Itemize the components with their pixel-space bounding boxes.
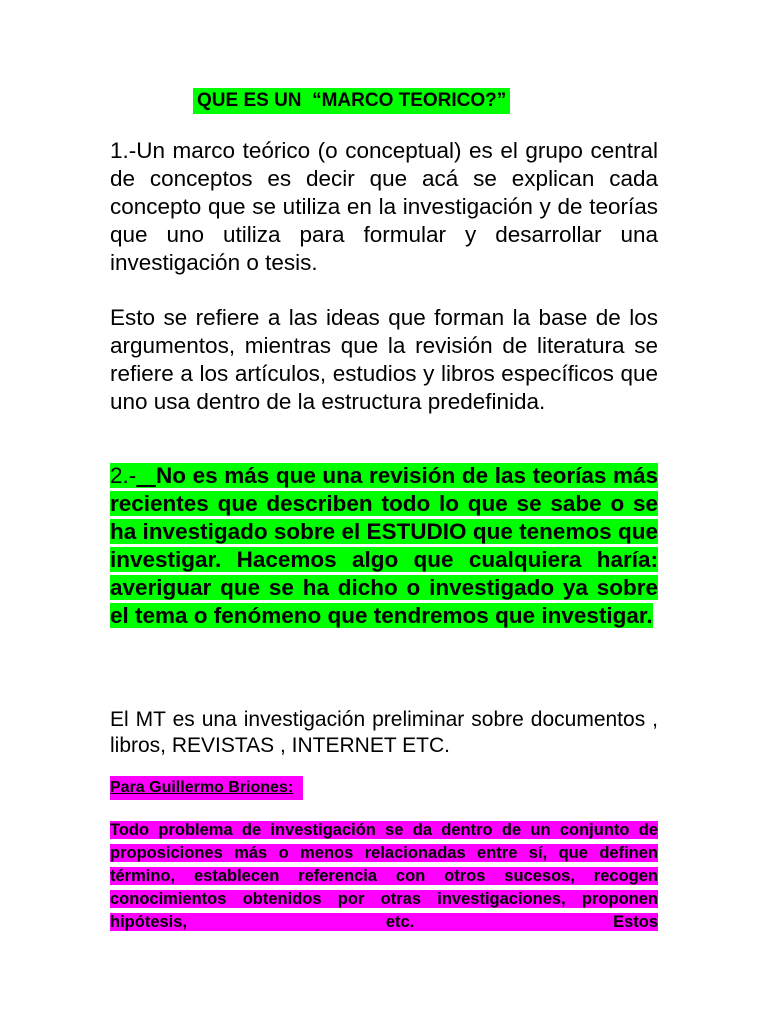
paragraph-quote-text: Todo problema de investigación se da dentro de un conjunto de proposiciones más o menos relacionadas entre sí, que definen término, establecen referencia con otros sucesos, recogen conocimientos obtenidos por otras investigaciones, proponen hipótesis, etc. Estos [110,821,658,931]
document-title: QUE ES UN “MARCO TEORICO?” [193,88,510,114]
paragraph-mt: El MT es una investigación preliminar sobre documentos , libros, REVISTAS , INTERNET ETC. [110,708,658,757]
paragraph-review [110,462,658,630]
paragraph-review-number: 2.- [110,463,137,488]
paragraph-review-gap [136,463,156,488]
author-heading: Para Guillermo Briones: [110,776,303,800]
paragraph-ideas: Esto se refiere a las ideas que forman la base de los argumentos, mientras que la revisión de literatura se refiere a los artículos, estudios y libros específicos que uno usa dentro de la estructura predefinida. [110,305,658,414]
paragraph-quote [110,819,658,934]
paragraph-definition: 1.-Un marco teórico (o conceptual) es el grupo central de conceptos es decir que acá se explican cada concepto que se utiliza en la investigación y de teorías que uno utiliza para formular y desarrollar una investigación o tesis. [110,138,658,275]
paragraph-review-text: No es más que una revisión de las teorías más recientes que describen todo lo que se sabe o se ha investigado sobre el ESTUDIO que tenemos que investigar. Hacemos algo que cualquiera haría: averiguar que se ha dicho o investigado ya sobre el tema o fenómeno que tendremos que investigar. [110,463,658,628]
